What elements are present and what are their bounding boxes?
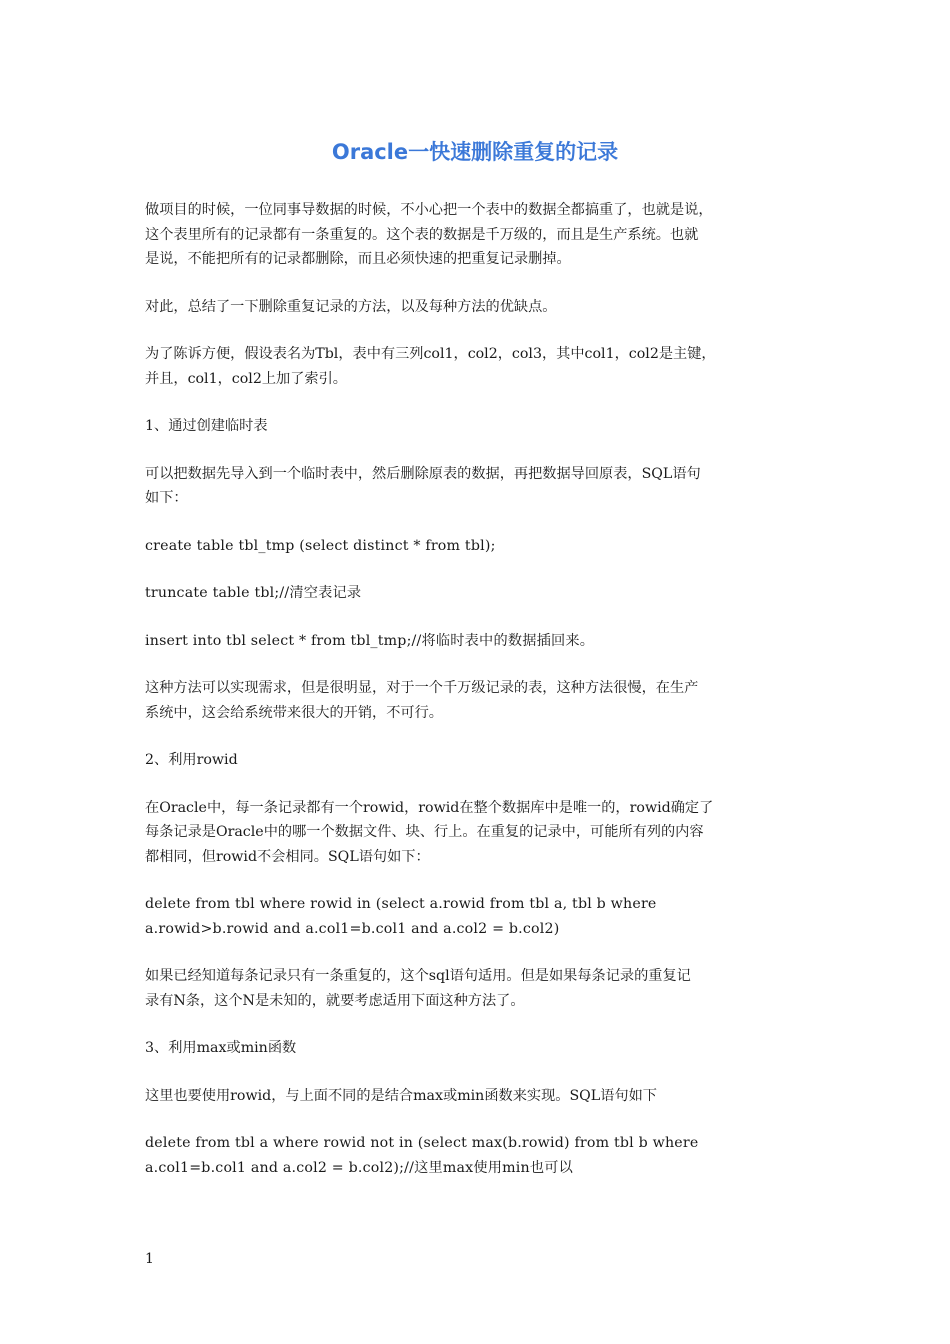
text-line: 可以把数据先导入到一个临时表中，然后删除原表的数据，再把数据导回原表，SQL语句: [145, 465, 701, 482]
text-line: 在Oracle中，每一条记录都有一个rowid，rowid在整个数据库中是唯一的，rowid确定了: [145, 799, 714, 816]
text-line: 都相同，但rowid不会相同。SQL语句如下：: [145, 848, 430, 865]
text-line: 每条记录是Oracle中的哪一个数据文件、块、行上。在重复的记录中，可能所有列的内容: [145, 824, 704, 840]
paragraph-summary: [145, 295, 810, 320]
code-create-table: [145, 534, 810, 559]
text-line: 为了陈诉方便，假设表名为Tbl，表中有三列col1，col2，col3，其中col1，col2是主键，: [145, 346, 716, 362]
code-line: a.col1=b.col1 and a.col2 = b.col2);//这里max使用min也可以: [145, 1159, 574, 1176]
section-heading-2: [145, 748, 810, 773]
code-line: delete from tbl a where rowid not in (select max(b.rowid) from tbl b where: [145, 1135, 699, 1151]
code-line: insert into tbl select * from tbl_tmp;//将临时表中的数据插回来。: [145, 632, 595, 649]
text-line: 这种方法可以实现需求，但是很明显，对于一个千万级记录的表，这种方法很慢，在生产: [145, 680, 699, 696]
code-line: delete from tbl where rowid in (select a.rowid from tbl a, tbl b where: [145, 896, 657, 912]
text-line: 对此，总结了一下删除重复记录的方法，以及每种方法的优缺点。: [145, 298, 557, 315]
document-body: [145, 198, 810, 1203]
text-line: 并且，col1，col2上加了索引。: [145, 370, 347, 387]
paragraph-intro: [145, 198, 810, 272]
code-line: create table tbl_tmp (select distinct * from tbl);: [145, 537, 496, 554]
paragraph-assumption: [145, 342, 810, 391]
text-line: 录有N条，这个N是未知的，就要考虑适用下面这种方法了。: [145, 992, 525, 1009]
paragraph-method-1: [145, 462, 810, 511]
paragraph-method-1-evaluation: [145, 676, 810, 725]
text-line: 做项目的时候，一位同事导数据的时候，不小心把一个表中的数据全都搞重了，也就是说，: [145, 202, 713, 218]
code-delete-max: [145, 1131, 810, 1180]
text-line: 如果已经知道每条记录只有一条重复的，这个sql语句适用。但是如果每条记录的重复记: [145, 968, 691, 984]
text-line: 2、利用rowid: [145, 752, 238, 768]
section-heading-1: [145, 414, 810, 439]
code-line: truncate table tbl;//清空表记录: [145, 585, 362, 601]
text-line: 1、通过创建临时表: [145, 418, 268, 434]
page-number: 1: [145, 1251, 154, 1267]
text-line: 这个表里所有的记录都有一条重复的。这个表的数据是千万级的，而且是生产系统。也就: [145, 226, 699, 243]
text-line: 是说，不能把所有的记录都删除，而且必须快速的把重复记录删掉。: [145, 251, 571, 267]
code-line: a.rowid>b.rowid and a.col1=b.col1 and a.col2 = b.col2): [145, 920, 560, 937]
document-title: Oracle一快速删除重复的记录: [331, 140, 619, 164]
section-heading-3: [145, 1036, 810, 1061]
code-insert: [145, 629, 810, 654]
text-line: 系统中，这会给系统带来很大的开销，不可行。: [145, 704, 443, 721]
text-line: 3、利用max或min函数: [145, 1040, 297, 1056]
code-truncate: [145, 581, 810, 606]
paragraph-method-2-evaluation: [145, 964, 810, 1013]
paragraph-method-2: [145, 796, 810, 870]
paragraph-method-3: [145, 1084, 810, 1109]
text-line: 如下：: [145, 490, 188, 506]
code-delete-rowid: [145, 892, 810, 941]
text-line: 这里也要使用rowid，与上面不同的是结合max或min函数来实现。SQL语句如下: [145, 1087, 657, 1104]
